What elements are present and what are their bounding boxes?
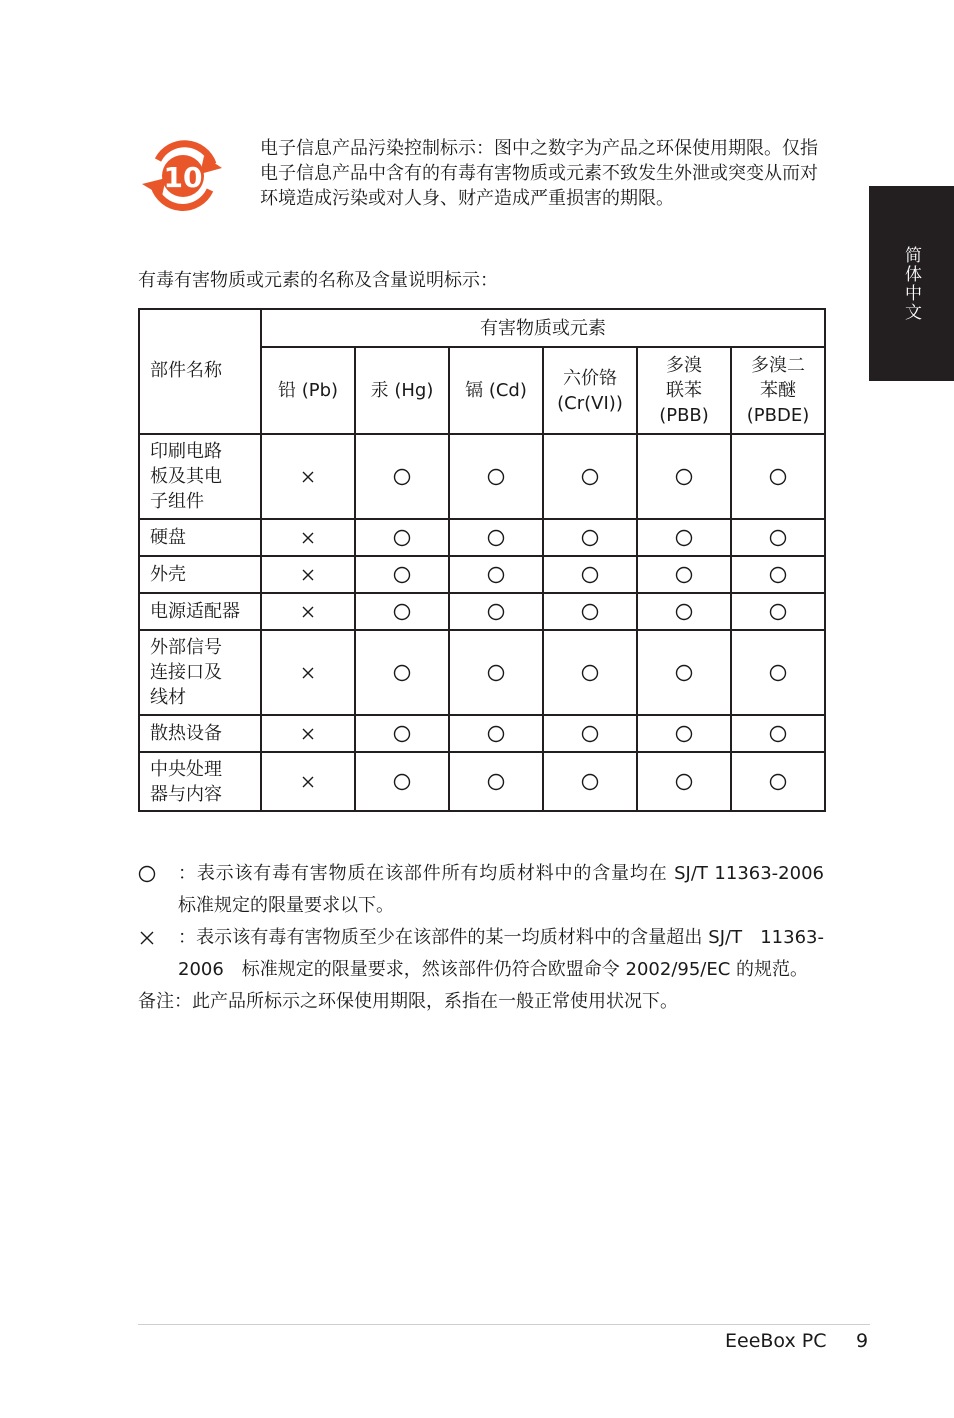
epup-10-logo-icon [138,138,228,214]
part-name-line: 电源适配器 [150,601,240,622]
circle-note [138,858,824,922]
substance-mark-cell [731,593,825,630]
cross-note [138,922,824,986]
circle-mark-icon [581,468,599,486]
part-name-line: 中央处理 [150,758,222,780]
table-row [139,715,825,752]
cross-symbol-icon [138,922,178,954]
table-row [139,752,825,811]
circle-mark-icon [769,529,787,547]
circle-note-text: ：表示该有毒有害物质在该部件所有均质材料中的含量均在 SJ/T 11363-2006 标准规定的限量要求以下。 [178,863,824,916]
substance-mark-cell [637,630,731,715]
column-header-line: 铅 (Pb) [277,380,339,401]
part-name-header: 部件名称 [139,309,261,434]
logo-number: 10 [163,161,203,194]
substance-mark-cell [355,593,449,630]
substance-mark-cell [543,630,637,715]
substance-mark-cell [355,630,449,715]
cross-mark-icon [299,603,317,621]
table-row [139,434,825,519]
footer-divider [138,1324,870,1325]
substance-mark-cell [261,434,355,519]
substance-mark-cell [543,752,637,811]
substance-mark-cell [731,752,825,811]
table-caption: 有毒有害物质或元素的名称及含量说明标示： [138,270,498,291]
circle-mark-icon [581,603,599,621]
substance-mark-cell [449,434,543,519]
substance-mark-cell [731,556,825,593]
circle-mark-icon [581,773,599,791]
part-name-line: 线材 [150,687,186,708]
circle-mark-icon [769,773,787,791]
substance-mark-cell [731,519,825,556]
circle-mark-icon [675,664,693,682]
circle-mark-icon [487,529,505,547]
circle-mark-icon [487,773,505,791]
substance-mark-cell [637,434,731,519]
circle-mark-icon [769,664,787,682]
hazardous-substances-table [138,308,826,812]
language-tab-label: 简体中文 [901,245,921,322]
substance-mark-cell [543,434,637,519]
substance-column-header [543,347,637,434]
circle-mark-icon [393,773,411,791]
substance-mark-cell [543,715,637,752]
column-header-line: 多溴二 [751,355,806,376]
column-header-line: 六价铬 [563,367,617,389]
circle-mark-icon [769,566,787,584]
substance-mark-cell [731,630,825,715]
circle-mark-icon [675,725,693,743]
substance-mark-cell [261,593,355,630]
substance-mark-cell [449,752,543,811]
substance-column-header [261,347,355,434]
substance-mark-cell [449,715,543,752]
table-row [139,519,825,556]
substance-mark-cell [731,434,825,519]
intro-text: 电子信息产品污染控制标示：图中之数字为产品之环保使用期限。仅指电子信息产品中含有的有毒有害物质或元素不致发生外泄或突变从而对环境造成污染或对人身、财产造成严重损害的期限。 [260,138,818,209]
circle-mark-icon [769,468,787,486]
circle-mark-icon [393,468,411,486]
substance-mark-cell [637,593,731,630]
substance-mark-cell [543,519,637,556]
remark-text: 备注：此产品所标示之环保使用期限，系指在一般正常使用状况下。 [138,991,678,1012]
table-row [139,556,825,593]
substance-mark-cell [637,519,731,556]
column-header-line: 镉 (Cd) [465,380,527,401]
substance-mark-cell [637,752,731,811]
circle-mark-icon [487,725,505,743]
substance-mark-cell [355,556,449,593]
circle-mark-icon [393,603,411,621]
part-name-line: 外壳 [150,564,186,585]
part-name-cell [139,630,261,715]
circle-symbol-icon [138,858,178,890]
substance-mark-cell [355,519,449,556]
circle-mark-icon [581,725,599,743]
circle-mark-icon [675,529,693,547]
part-name-line: 硬盘 [150,527,186,548]
substance-mark-cell [637,715,731,752]
column-header-line: (Cr(VI)) [557,392,623,414]
circle-mark-icon [393,566,411,584]
part-name-line: 连接口及 [150,662,222,683]
substance-column-header [637,347,731,434]
circle-mark-icon [487,566,505,584]
circle-mark-icon [675,773,693,791]
substance-mark-cell [637,556,731,593]
substance-mark-cell [449,556,543,593]
circle-mark-icon [581,566,599,584]
substance-mark-cell [355,752,449,811]
circle-mark-icon [581,529,599,547]
column-header-line: 联苯 [666,380,702,401]
substance-mark-cell [449,519,543,556]
substance-mark-cell [731,715,825,752]
circle-mark-icon [769,603,787,621]
cross-mark-icon [299,773,317,791]
circle-mark-icon [393,529,411,547]
cross-mark-icon [299,664,317,682]
cross-mark-icon [299,468,317,486]
cross-mark-icon [299,566,317,584]
circle-mark-icon [393,725,411,743]
part-name-line: 子组件 [150,491,204,512]
column-header-line: 苯醚 [760,380,797,401]
circle-mark-icon [487,664,505,682]
part-name-line: 散热设备 [150,723,222,744]
language-tab [869,186,954,381]
table-row [139,593,825,630]
part-name-cell [139,715,261,752]
part-name-cell [139,752,261,811]
substance-column-header [731,347,825,434]
substance-group-header: 有害物质或元素 [261,309,825,347]
part-name-cell [139,593,261,630]
footer-product-name: EeeBox PC [725,1330,827,1352]
circle-mark-icon [393,664,411,682]
column-header-line: (PBB) [659,405,709,426]
circle-mark-icon [487,603,505,621]
part-name-line: 器与内容 [150,783,222,805]
circle-mark-icon [487,468,505,486]
substance-mark-cell [261,519,355,556]
substance-mark-cell [261,556,355,593]
part-name-cell [139,556,261,593]
part-name-cell [139,519,261,556]
circle-mark-icon [675,566,693,584]
circle-mark-icon [675,468,693,486]
column-header-line: 多溴 [666,355,702,376]
page-number: 9 [856,1330,869,1352]
part-name-line: 外部信号 [150,637,222,658]
circle-mark-icon [769,725,787,743]
substance-column-header [449,347,543,434]
column-header-line: 汞 (Hg) [370,380,434,401]
substance-column-header [355,347,449,434]
circle-mark-icon [581,664,599,682]
substance-mark-cell [261,630,355,715]
substance-mark-cell [449,630,543,715]
cross-mark-icon [299,529,317,547]
substance-mark-cell [355,434,449,519]
column-header-line: (PBDE) [746,405,810,426]
substance-mark-cell [543,593,637,630]
part-name-line: 板及其电 [150,466,222,487]
table-row [139,630,825,715]
notes-section [138,858,824,1018]
substance-mark-cell [355,715,449,752]
part-name-cell [139,434,261,519]
part-name-line: 印刷电路 [150,441,222,462]
cross-note-text: ：表示该有毒有害物质至少在该部件的某一均质材料中的含量超出 SJ/T 11363-2006 标准规定的限量要求，然该部件仍符合欧盟命令 2002/95/EC 的规范。 [178,927,824,980]
substance-mark-cell [261,715,355,752]
circle-mark-icon [675,603,693,621]
substance-mark-cell [449,593,543,630]
substance-mark-cell [261,752,355,811]
cross-mark-icon [299,725,317,743]
substance-mark-cell [543,556,637,593]
